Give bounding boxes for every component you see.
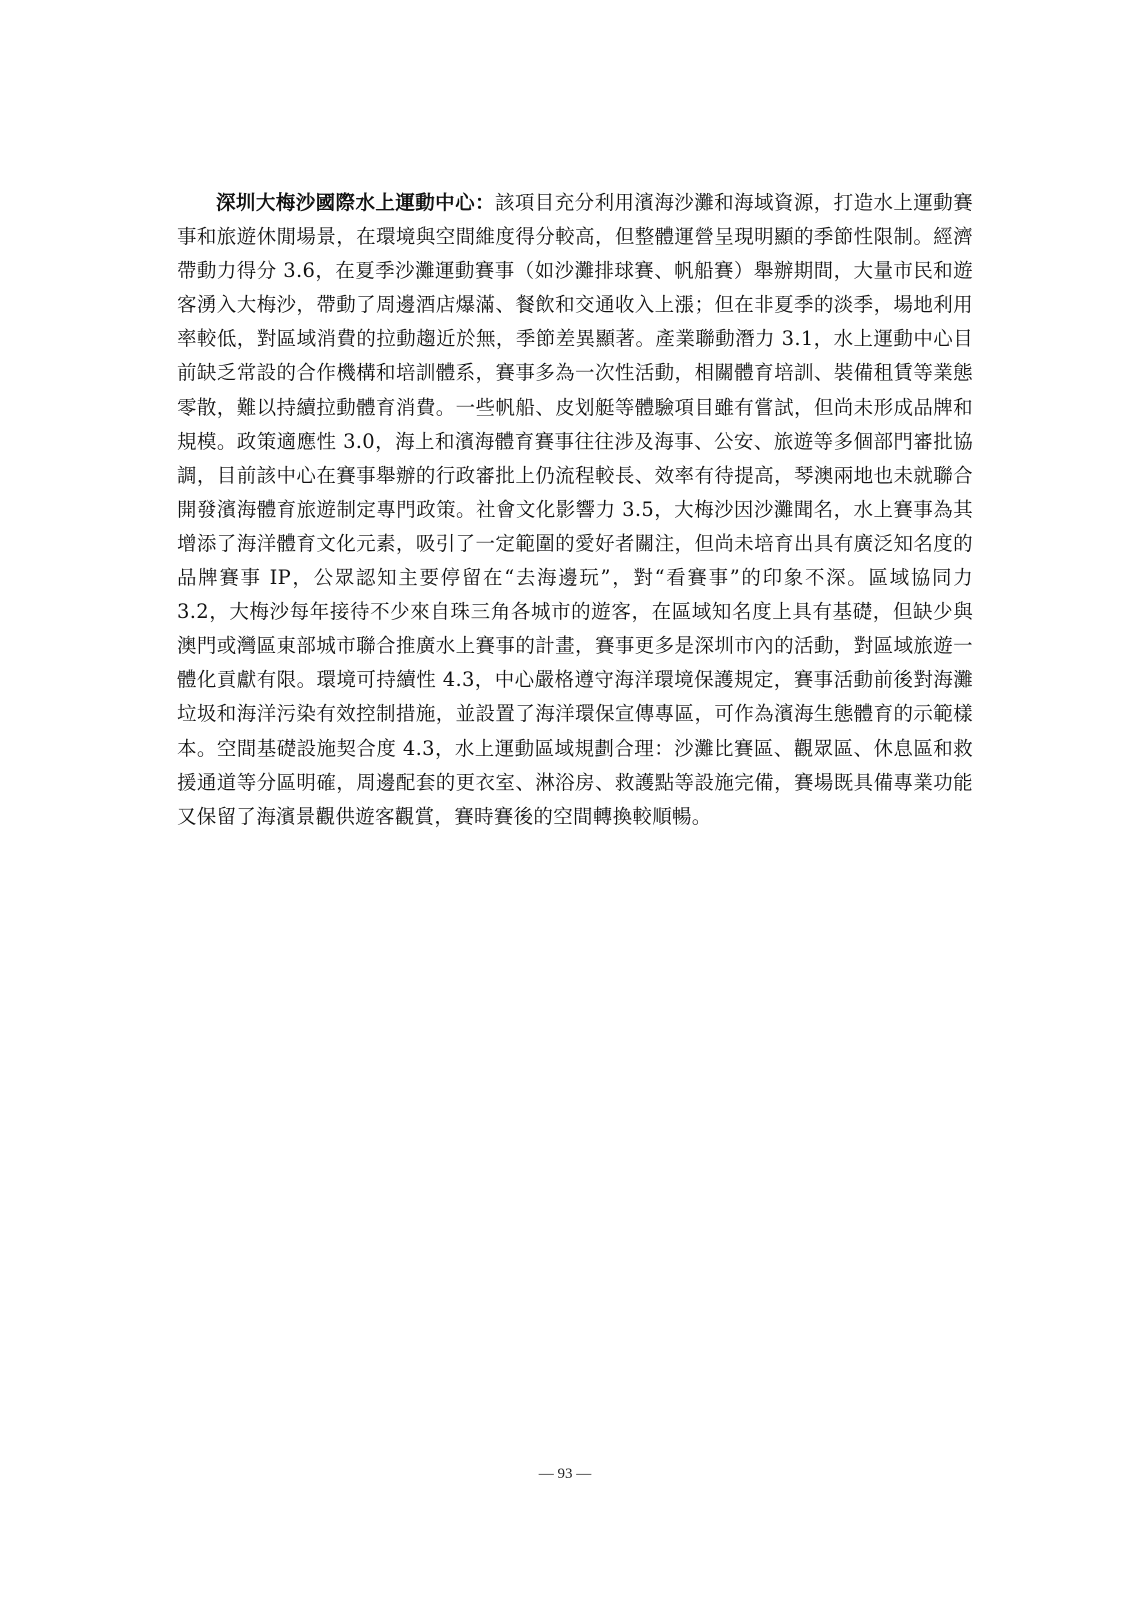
paragraph-lead-heading: 深圳大梅沙國際水上運動中心： bbox=[216, 191, 495, 214]
page-number: — 93 — bbox=[538, 1466, 592, 1482]
paragraph-body-text: 該項目充分利用濱海沙灘和海域資源，打造水上運動賽事和旅遊休閒場景，在環境與空間維度得分較高，但整體運營呈現明顯的季節性限制。經濟帶動力得分 3.6，在夏季沙灘運動賽事（如沙灘排球賽、帆船賽）舉辦期間，大量市民和遊客湧入大梅沙，帶動了周邊酒店爆滿、餐飲和交通收入上漲；但在非夏季的淡季，場地利用率較低，對區域消費的拉動趨近於無，季節差異顯著。產業聯動潛力 3.1，水上運動中心目前缺乏常設的合作機構和培訓體系，賽事多為一次性活動，相關體育培訓、裝備租賃等業態零散，難以持續拉動體育消費。一些帆船、皮划艇等體驗項目雖有嘗試，但尚未形成品牌和規模。政策適應性 3.0，海上和濱海體育賽事往往涉及海事、公安、旅遊等多個部門審批協調，目前該中心在賽事舉辦的行政審批上仍流程較長、效率有待提高，琴澳兩地也未就聯合開發濱海體育旅遊制定專門政策。社會文化影響力 3.5，大梅沙因沙灘聞名，水上賽事為其增添了海洋體育文化元素，吸引了一定範圍的愛好者關注，但尚未培育出具有廣泛知名度的品牌賽事 IP，公眾認知主要停留在“去海邊玩”，對“看賽事”的印象不深。區域協同力 3.2，大梅沙每年接待不少來自珠三角各城市的遊客，在區域知名度上具有基礎，但缺少與澳門或灣區東部城市聯合推廣水上賽事的計畫，賽事更多是深圳市內的活動，對區域旅遊一體化貢獻有限。環境可持續性 4.3，中心嚴格遵守海洋環境保護規定，賽事活動前後對海灘垃圾和海洋污染有效控制措施，並設置了海洋環保宣傳專區，可作為濱海生態體育的示範樣本。空間基礎設施契合度 4.3，水上運動區域規劃合理：沙灘比賽區、觀眾區、休息區和救援通道等分區明確，周邊配套的更衣室、淋浴房、救護點等設施完備，賽場既具備專業功能又保留了海濱景觀供遊客觀賞，賽時賽後的空間轉換較順暢。 bbox=[177, 191, 974, 828]
body-paragraph bbox=[177, 186, 973, 834]
